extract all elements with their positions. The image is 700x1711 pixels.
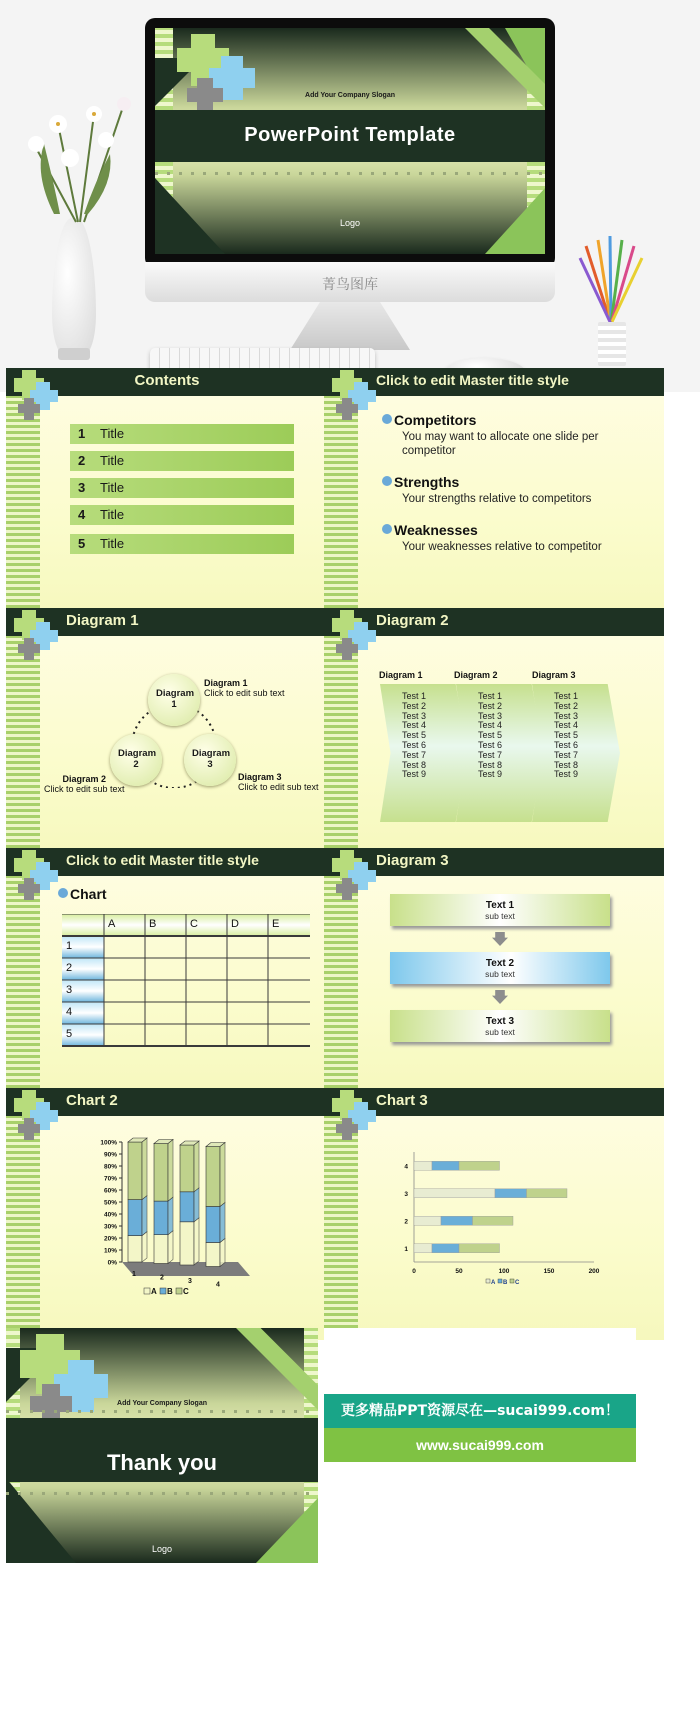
diagram-label [238,772,319,792]
chevron-list [402,692,426,780]
thankyou-title: Thank you [106,1450,217,1475]
x-tick-label: 0 [412,1268,416,1275]
column-heading: Diagram 2 [454,670,498,680]
watermark-text: 菁鸟图库 [322,277,378,293]
contents-item[interactable] [70,424,294,444]
box-sub: sub text [485,969,515,979]
slide-title: Contents [134,372,200,389]
x-tick-label: 200 [588,1268,600,1275]
y-tick-label: 3 [404,1190,408,1198]
x-tick-label: 1 [132,1271,136,1278]
node-label: Diagram 3 [192,748,231,770]
bar-segment [495,1189,527,1198]
list-item: Test 1 [554,691,579,701]
bar-side [142,1138,147,1200]
legend-swatch [160,1288,166,1294]
thankyou-logo: Logo [151,1544,173,1554]
data-table [62,914,310,1048]
stripe-band [6,876,40,1100]
bar-side [168,1197,173,1235]
box-sub: sub text [485,911,515,921]
bar-side [168,1231,173,1264]
bar-side [194,1188,199,1222]
bar-segment [441,1216,473,1225]
arrow-down-icon [492,932,508,946]
x-tick-label: 2 [160,1274,164,1282]
row-header: 2 [66,962,73,974]
bar-segment [206,1147,220,1207]
y-tick-label: 20% [103,1235,117,1243]
cycle-node[interactable] [184,734,236,786]
bar-side [142,1196,147,1236]
list-item: Test 4 [554,720,579,731]
col-header: D [231,918,239,930]
slide-title: Chart 2 [66,1092,118,1109]
slide-master-title [324,368,664,620]
bullet-text: Your weaknesses relative to competitor [402,541,602,553]
list-item: Test 9 [402,769,427,780]
bullet-icon [58,888,68,898]
list-item: Test 4 [478,720,503,731]
list-item: Test 7 [554,749,579,760]
legend-label: A [151,1287,157,1296]
bar-segment [414,1189,495,1198]
pencils-icon [576,236,646,326]
chevron-list [478,692,502,780]
diagram-label [44,774,125,794]
flower-icon [14,84,144,224]
item-number: 1 [78,426,86,441]
column-heading: Diagram 1 [379,670,423,680]
list-item: Test 2 [402,700,427,711]
col-header: C [190,918,198,930]
stripe-band [324,636,358,860]
list-item: Test 8 [402,759,427,770]
bar-segment [154,1201,168,1235]
bar-segment [414,1216,441,1225]
stripe-band [6,1116,40,1340]
hero-title: PowerPoint Template [244,124,456,146]
item-label: Title [100,536,125,551]
slide-thank-you [6,1328,318,1563]
stripe-band [6,636,40,860]
bullet-heading [382,412,476,428]
vase-image [52,218,96,356]
bar-side [220,1203,225,1243]
item-number: 2 [78,453,86,468]
bar-side [220,1239,225,1267]
hero-slogan: Add Your Company Slogan [305,92,395,99]
y-tick-label: 50% [103,1199,117,1207]
legend-swatch [176,1288,182,1294]
item-label: Title [100,480,125,495]
label-sub: Click to edit sub text [204,688,285,698]
bar-segment [154,1144,168,1202]
pencil-cup [598,322,626,366]
bar-segment [414,1161,432,1170]
list-item: Test 7 [478,749,503,760]
bar-segment [206,1243,220,1267]
list-item: Test 3 [554,710,579,721]
list-item: Test 6 [554,739,579,750]
box-title: Text 1 [485,900,515,911]
bar-segment [527,1189,568,1198]
slide-title: Diagram 1 [66,612,139,629]
bar-segment [432,1161,459,1170]
legend-label: B [167,1287,173,1296]
bar-segment [432,1244,459,1253]
list-item: Test 5 [402,730,427,741]
stripe-band [324,1116,358,1340]
slide-title: Click to edit Master title style [376,372,569,388]
list-item: Test 5 [478,730,503,741]
bar-segment [154,1235,168,1264]
bullet-heading-text: Competitors [394,412,477,428]
stripe-band [6,396,40,620]
label-sub: Click to edit sub text [44,784,125,794]
chart-2-plot [86,1132,256,1312]
contents-item[interactable] [70,505,294,525]
process-box[interactable] [390,894,610,926]
y-tick-label: 2 [404,1218,408,1226]
label-sub: Click to edit sub text [238,782,319,792]
x-tick-label: 100 [498,1268,510,1275]
row-header: 1 [66,940,73,952]
bullet-icon [382,414,392,424]
slide-table [6,848,346,1100]
bullet-heading-text: Weaknesses [394,522,478,538]
bullet-heading [382,522,478,538]
bar-side [194,1218,199,1265]
y-tick-label: 100% [100,1139,117,1147]
column-heading: Diagram 3 [532,670,576,680]
item-label: Title [100,426,125,441]
slide-contents [6,368,346,620]
list-item: Test 8 [554,759,579,770]
slide-title: Click to edit Master title style [66,852,259,868]
bar-segment [128,1236,142,1262]
contents-item[interactable] [70,451,294,471]
list-item: Test 9 [554,769,579,780]
process-box[interactable] [390,952,610,984]
process-box[interactable] [390,1010,610,1042]
col-header: B [149,918,157,930]
list-item: Test 2 [554,700,579,711]
hero-mockup [0,0,700,392]
y-tick-label: 90% [103,1151,117,1159]
box-title: Text 3 [485,1016,515,1027]
bar-side [142,1232,147,1262]
row-header: 5 [66,1028,73,1040]
label-title: Diagram 1 [204,678,248,688]
x-tick-label: 50 [455,1268,463,1275]
col-header: E [272,918,280,930]
bullet-heading [382,474,459,490]
table-grid [62,914,310,1048]
bullet-heading [58,886,107,902]
list-item: Test 6 [402,739,427,750]
legend-label: C [515,1280,520,1286]
hero-logo: Logo [339,218,361,228]
list-item: Test 1 [478,691,503,701]
y-tick-label: 70% [103,1175,117,1183]
slide-title: Diagram 3 [376,852,449,869]
bar-side [194,1141,199,1192]
bar-segment [128,1200,142,1236]
bar-segment [180,1222,194,1265]
diagram-label [204,678,285,698]
y-tick-label: 40% [103,1211,117,1219]
slide-diagram-3 [324,848,664,1100]
y-tick-label: 1 [404,1245,408,1253]
bar-segment [180,1192,194,1222]
item-number: 3 [78,480,86,495]
slide-chart-3 [324,1088,664,1340]
bar-segment [180,1145,194,1192]
item-label: Title [100,453,125,468]
legend-swatch [486,1279,490,1283]
list-item: Test 1 [402,691,427,701]
item-number: 5 [78,536,86,551]
legend-label: B [503,1280,508,1286]
list-item: Test 5 [554,730,579,741]
slide-title: Diagram 2 [376,612,449,629]
list-item: Test 6 [478,739,503,750]
legend-label: C [183,1287,189,1296]
y-tick-label: 60% [103,1187,117,1195]
slide-title: Chart 3 [376,1092,428,1109]
monitor-stand [290,302,410,350]
bullet-heading-text: Strengths [394,474,460,490]
vase-base [58,348,90,360]
promo-line[interactable]: 更多精品PPT资源尽在—sucai999.com！ [324,1394,636,1428]
bullet-text: You may want to allocate one slide per competitor [402,431,599,457]
slide-diagram-1 [6,608,346,860]
box-title: Text 2 [485,958,515,969]
bar-segment [459,1244,500,1253]
stripe-band [324,876,358,1100]
slide-diagram-2 [324,608,664,860]
col-header: A [108,918,116,930]
y-tick-label: 80% [103,1163,117,1171]
label-title: Diagram 3 [238,772,282,782]
monitor-chin [145,262,555,302]
stripe-band [324,396,358,620]
list-item: Test 9 [478,769,503,780]
legend-label: A [491,1280,496,1286]
list-item: Test 8 [478,759,503,770]
chart-3-plot [394,1146,614,1296]
legend-swatch [498,1279,502,1283]
bar-side [168,1140,173,1202]
arrow-down-icon [492,990,508,1004]
bar-segment [473,1216,514,1225]
bar-side [220,1143,225,1207]
bullet-icon [382,524,392,534]
hero-slide [155,28,545,254]
bullet-heading-text: Chart [70,886,107,902]
y-tick-label: 30% [103,1223,117,1231]
list-item: Test 7 [402,749,427,760]
x-tick-label: 3 [188,1278,192,1285]
label-title: Diagram 2 [62,774,107,784]
item-label: Title [100,507,125,522]
contents-item[interactable] [70,534,294,554]
y-tick-label: 4 [404,1163,408,1171]
node-label: Diagram 1 [156,688,195,710]
legend-swatch [510,1279,514,1283]
bullet-text: Your strengths relative to competitors [402,493,592,505]
bar-segment [206,1207,220,1243]
bar-segment [414,1244,432,1253]
bullet-icon [382,476,392,486]
row-header: 3 [66,984,73,996]
x-tick-label: 150 [543,1268,555,1275]
y-tick-label: 0% [107,1259,117,1267]
y-tick-label: 10% [103,1247,117,1255]
promo-banner [324,1328,636,1563]
cycle-node[interactable] [148,674,200,726]
list-item: Test 4 [402,720,427,731]
chevron-list [554,692,578,780]
node-label: Diagram 2 [118,748,157,770]
promo-url[interactable]: www.sucai999.com [324,1428,636,1462]
x-tick-label: 4 [216,1281,220,1289]
contents-item[interactable] [70,478,294,498]
bar-segment [128,1142,142,1200]
bar-segment [459,1161,500,1170]
legend-swatch [144,1288,150,1294]
list-item: Test 3 [402,710,427,721]
list-item: Test 2 [478,700,503,711]
box-sub: sub text [485,1027,515,1037]
thankyou-slogan: Add Your Company Slogan [117,1400,207,1407]
slide-chart-2 [6,1088,346,1340]
row-header: 4 [66,1006,73,1018]
list-item: Test 3 [478,710,503,721]
item-number: 4 [78,507,86,522]
